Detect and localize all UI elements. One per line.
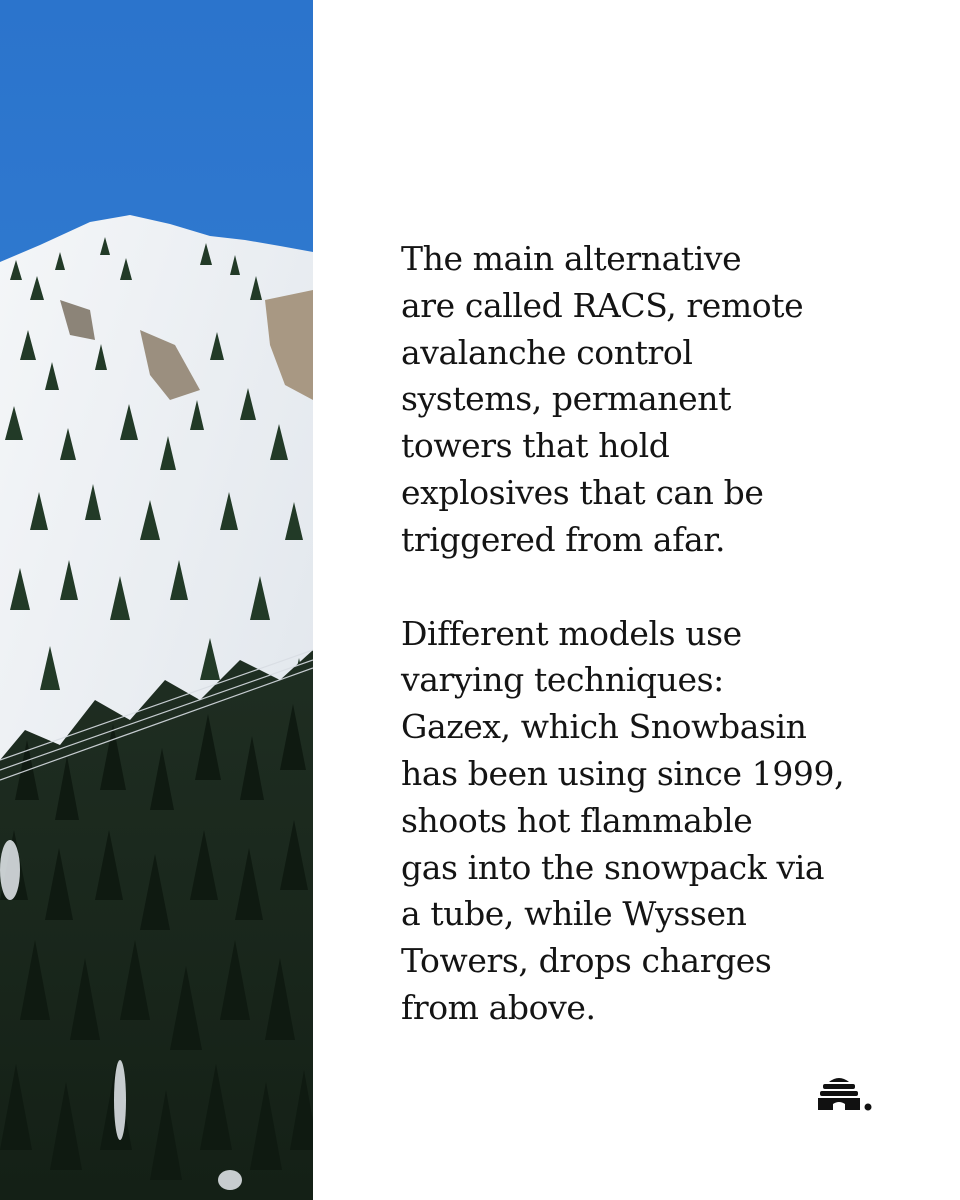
- brand-logo: [817, 1074, 873, 1112]
- text-line: are called RACS, remote: [401, 285, 804, 325]
- text-line: shoots hot flammable: [401, 800, 753, 840]
- text-line: triggered from afar.: [401, 519, 726, 559]
- body-text: [401, 236, 921, 1032]
- text-line: towers that hold: [401, 426, 670, 466]
- text-line: from above.: [401, 987, 596, 1027]
- text-line: The main alternative: [401, 239, 742, 278]
- mountain-photo: [0, 0, 313, 1200]
- text-line: explosives that can be: [401, 472, 764, 512]
- text-line: systems, permanent: [401, 379, 732, 419]
- text-line: has been using since 1999,: [401, 753, 845, 793]
- beehive-logo-icon: [817, 1074, 873, 1112]
- text-line: varying techniques:: [401, 660, 724, 700]
- text-line: gas into the snowpack via: [401, 847, 825, 887]
- text-line: Towers, drops charges: [401, 941, 772, 981]
- paragraph-2: [401, 611, 921, 1032]
- paragraph-1: [401, 236, 921, 564]
- text-line: a tube, while Wyssen: [401, 894, 747, 934]
- text-line: Gazex, which Snowbasin: [401, 707, 807, 747]
- snowy-mountain-forest-photo-icon: [0, 0, 313, 1200]
- text-line: Different models use: [401, 613, 742, 653]
- text-line: avalanche control: [401, 332, 693, 372]
